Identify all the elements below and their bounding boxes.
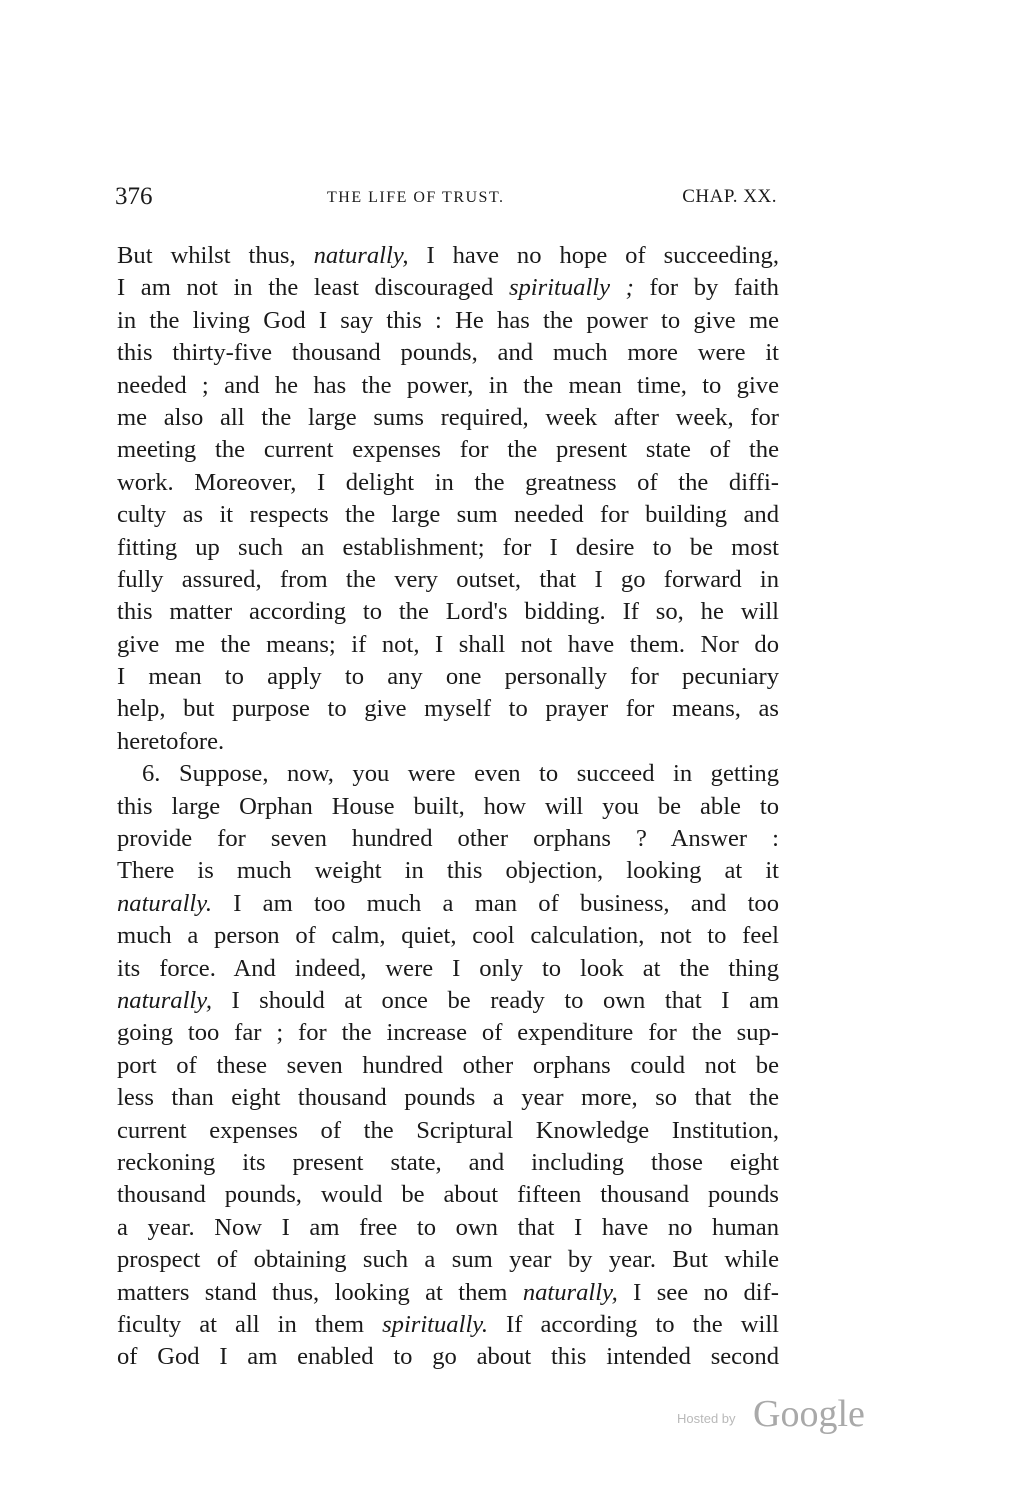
- text-line: a year. Now I am free to own that I have no human: [117, 1213, 779, 1241]
- text-line: current expenses of the Scriptural Knowledge Institution,: [117, 1116, 779, 1144]
- running-title: THE LIFE OF TRUST.: [327, 189, 505, 206]
- text-line: much a person of calm, quiet, cool calculation, not to feel: [117, 922, 779, 950]
- text-line: less than eight thousand pounds a year more, so that the: [117, 1084, 779, 1112]
- text-line: fully assured, from the very outset, that I go forward in: [117, 565, 779, 593]
- text-line: There is much weight in this objection, looking at it: [117, 857, 779, 885]
- chapter-label: CHAP. XX.: [682, 186, 777, 207]
- hosted-by-google-watermark: [677, 1392, 897, 1442]
- text-line: naturally, I should at once be ready to own that I am: [117, 986, 779, 1014]
- google-logo: Google: [753, 1393, 865, 1435]
- text-line: I mean to apply to any one personally for pecuniary: [117, 663, 779, 691]
- text-line: provide for seven hundred other orphans ? Answer :: [117, 825, 779, 853]
- text-line: ficulty at all in them spiritually. If according to the will: [117, 1310, 779, 1338]
- text-line: this matter according to the Lord's bidding. If so, he will: [117, 598, 779, 626]
- text-line: matters stand thus, looking at them naturally, I see no dif-: [117, 1278, 779, 1306]
- text-line: work. Moreover, I delight in the greatness of the diffi-: [117, 468, 779, 496]
- text-line: going too far ; for the increase of expenditure for the sup-: [117, 1019, 779, 1047]
- text-line: reckoning its present state, and including those eight: [117, 1148, 779, 1176]
- text-line: thousand pounds, would be about fifteen thousand pounds: [117, 1181, 779, 1209]
- text-line: naturally. I am too much a man of business, and too: [117, 889, 779, 917]
- running-header: [115, 183, 777, 219]
- text-line: port of these seven hundred other orphans could not be: [117, 1051, 779, 1079]
- text-line: give me the means; if not, I shall not have them. Nor do: [117, 630, 779, 658]
- text-line: me also all the large sums required, week after week, for: [117, 403, 779, 431]
- text-line: this large Orphan House built, how will you be able to: [117, 792, 779, 820]
- text-line: needed ; and he has the power, in the mean time, to give: [117, 371, 779, 399]
- page-number: 376: [115, 183, 153, 210]
- text-line: heretofore.: [117, 727, 225, 755]
- text-line: of God I am enabled to go about this intended second: [117, 1343, 779, 1371]
- text-line: help, but purpose to give myself to prayer for means, as: [117, 695, 779, 723]
- hosted-by-label: Hosted by: [677, 1411, 736, 1426]
- body-text: [117, 240, 779, 1374]
- text-line: in the living God I say this : He has the power to give me: [117, 306, 779, 334]
- text-line: culty as it respects the large sum needed for building and: [117, 501, 779, 529]
- text-line: prospect of obtaining such a sum year by year. But while: [117, 1246, 779, 1274]
- text-line: fitting up such an establishment; for I desire to be most: [117, 533, 779, 561]
- text-line: meeting the current expenses for the present state of the: [117, 436, 779, 464]
- text-line: this thirty-five thousand pounds, and much more were it: [117, 339, 779, 367]
- text-line: I am not in the least discouraged spiritually ; for by faith: [117, 274, 779, 302]
- text-line: But whilst thus, naturally, I have no hope of succeeding,: [117, 242, 779, 269]
- text-line: its force. And indeed, were I only to look at the thing: [117, 954, 779, 982]
- text-line: 6. Suppose, now, you were even to succeed in getting: [142, 760, 779, 788]
